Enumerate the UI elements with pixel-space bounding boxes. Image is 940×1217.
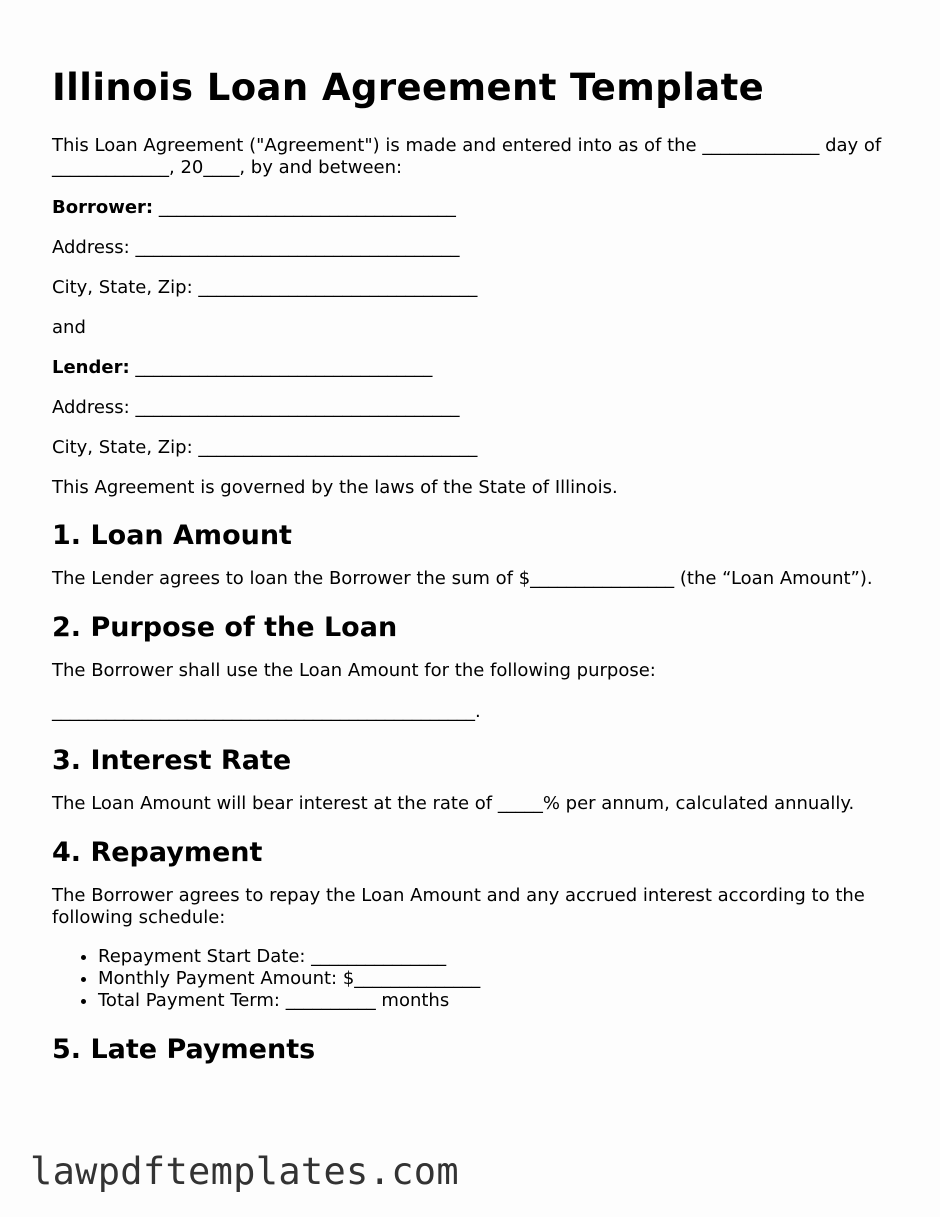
section-heading-repayment: 4. Repayment: [52, 837, 263, 868]
list-item: • Monthly Payment Amount: $______________: [98, 968, 898, 990]
borrower-label: Borrower:: [52, 197, 154, 218]
borrower-address-line: Address: ____________________________________: [52, 237, 460, 258]
list-item: • Total Payment Term: __________ months: [98, 990, 898, 1012]
watermark-text: lawpdftemplates.com: [30, 1150, 459, 1193]
lender-address-line: Address: ____________________________________: [52, 397, 460, 418]
purpose-paragraph: The Borrower shall use the Loan Amount for the following purpose:: [52, 660, 656, 681]
lender-line: [52, 357, 898, 379]
borrower-name-blank: _________________________________: [153, 197, 456, 218]
lender-name-blank: _________________________________: [129, 357, 433, 378]
repayment-schedule-list: [52, 946, 898, 1012]
interest-rate-paragraph: The Loan Amount will bear interest at the rate of _____% per annum, calculated annually.: [52, 793, 855, 814]
section-heading-purpose: 2. Purpose of the Loan: [52, 612, 398, 643]
section-heading-late-payments: 5. Late Payments: [52, 1034, 316, 1065]
intro-paragraph: This Loan Agreement ("Agreement") is made and entered into as of the _____________ day of _____________, 20____, by and between:: [52, 135, 882, 178]
document-content: [52, 66, 898, 1067]
borrower-line: [52, 197, 898, 219]
document-title: Illinois Loan Agreement Template: [52, 66, 765, 109]
section-heading-loan-amount: 1. Loan Amount: [52, 520, 292, 551]
and-text: and: [52, 317, 86, 338]
lender-label: Lender:: [52, 357, 130, 378]
governing-law-statement: This Agreement is governed by the laws of the State of Illinois.: [52, 477, 618, 498]
list-item: • Repayment Start Date: _______________: [98, 946, 898, 968]
borrower-city-state-zip-line: City, State, Zip: _______________________________: [52, 277, 478, 298]
section-heading-interest-rate: 3. Interest Rate: [52, 745, 292, 776]
repayment-paragraph: The Borrower agrees to repay the Loan Amount and any accrued interest according to the following schedule:: [52, 885, 865, 928]
loan-amount-paragraph: The Lender agrees to loan the Borrower the sum of $________________ (the “Loan Amount”).: [52, 568, 873, 589]
purpose-blank-line: _______________________________________________.: [52, 701, 481, 722]
lender-city-state-zip-line: City, State, Zip: _______________________________: [52, 437, 478, 458]
